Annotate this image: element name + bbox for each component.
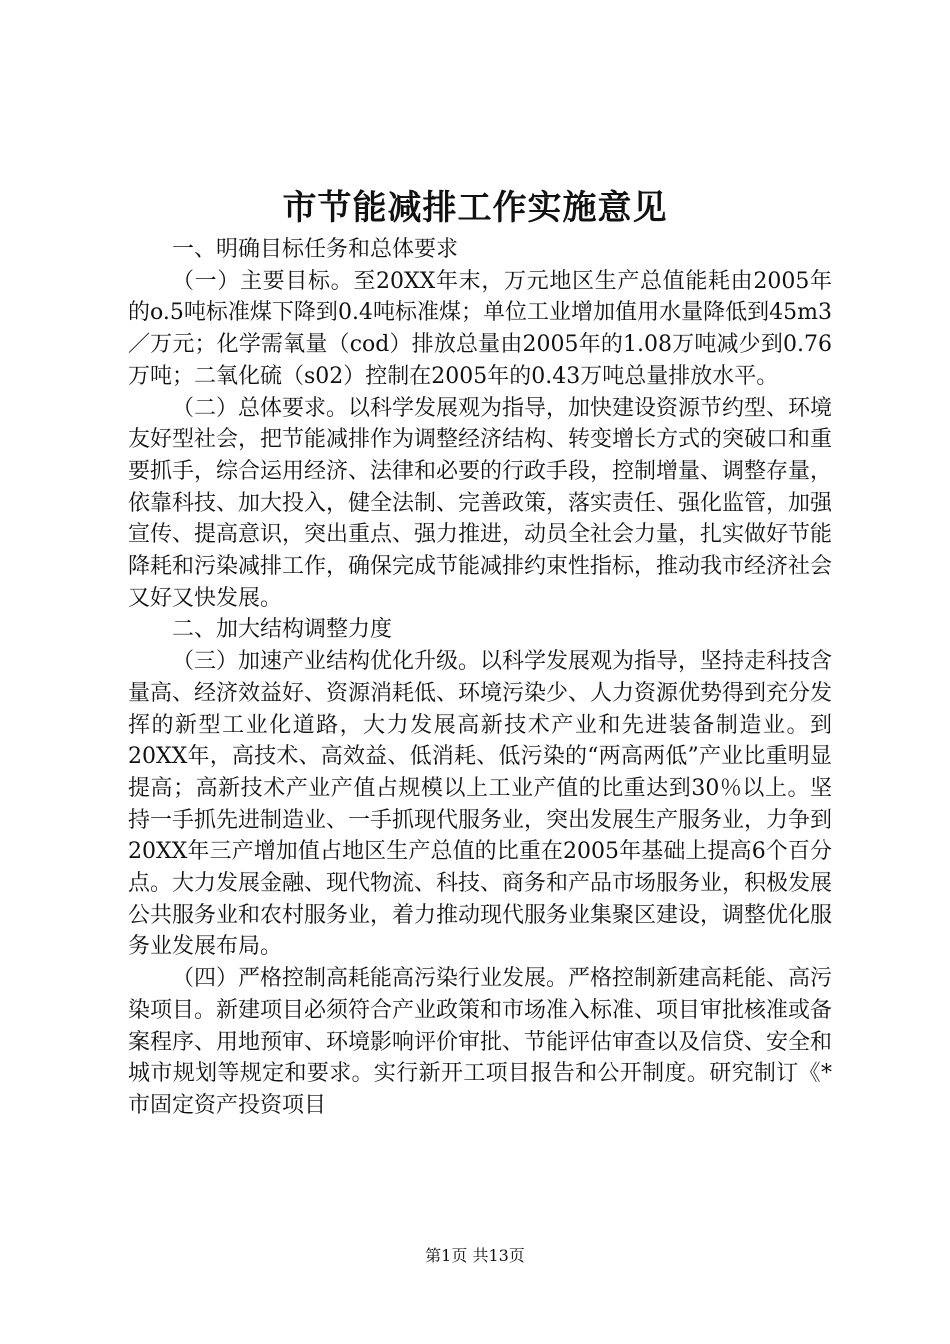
paragraph-industrial-upgrade: （三）加速产业结构优化升级。以科学发展观为指导，坚持走科技含量高、经济效益好、资源消耗低、环境污染少、人力资源优势得到充分发挥的新型工业化道路，大力发展高新技术产业和先进装备制造业。到20XX年，高技术、高效益、低消耗、低污染的“两高两低”产业比重明显提高；高新技术产业产值占规模以上工业产值的比重达到30％以上。坚持一手抓先进制造业、一手抓现代服务业，突出发展生产服务业，力争到20XX年三产增加值占地区生产总值的比重在2005年基础上提高6个百分点。大力发展金融、现代物流、科技、商务和产品市场服务业，积极发展公共服务业和农村服务业，着力推动现代服务业集聚区建设，调整优化服务业发展布局。 — [128, 649, 833, 960]
paragraph-main-goals: （一）主要目标。至20XX年末，万元地区生产总值能耗由2005年的o.5吨标准煤下降到0.4吨标准煤；单位工业增加值用水量降低到45m3／万元；化学需氧量（cod）排放总量由2005年的1.08万吨减少到0.76万吨；二氧化硫（s02）控制在2005年的0.43万吨总量排放水平。 — [128, 268, 832, 389]
page-number-footer: 第1页 共13页 — [425, 1246, 525, 1265]
document-title: 市节能减排工作实施意见 — [282, 188, 668, 228]
section-heading-2: 二、加大结构调整力度 — [172, 617, 393, 643]
section-heading-1: 一、明确目标任务和总体要求 — [172, 237, 459, 262]
paragraph-overall-requirements: （二）总体要求。以科学发展观为指导，加快建设资源节约型、环境友好型社会，把节能减排作为调整经济结构、转变增长方式的突破口和重要抓手，综合运用经济、法律和必要的行政手段，控制增量、调整存量，依靠科技、加大投入，健全法制、完善政策，落实责任、强化监管，加强宣传、提高意识，突出重点、强力推进，动员全社会力量，扎实做好节能降耗和污染减排工作，确保完成节能减排约束性指标，推动我市经济社会又好又快发展。 — [128, 395, 833, 611]
paragraph-control-high-consumption: （四）严格控制高耗能高污染行业发展。严格控制新建高耗能、高污染项目。新建项目必须符合产业政策和市场准入标准、项目审批核准或备案程序、用地预审、环境影响评价审批、节能评估审查以及信贷、安全和城市规划等规定和要求。实行新开工项目报告和公开制度。研究制订《*市固定资产投资项目 — [128, 966, 833, 1118]
document-body — [128, 234, 832, 1122]
